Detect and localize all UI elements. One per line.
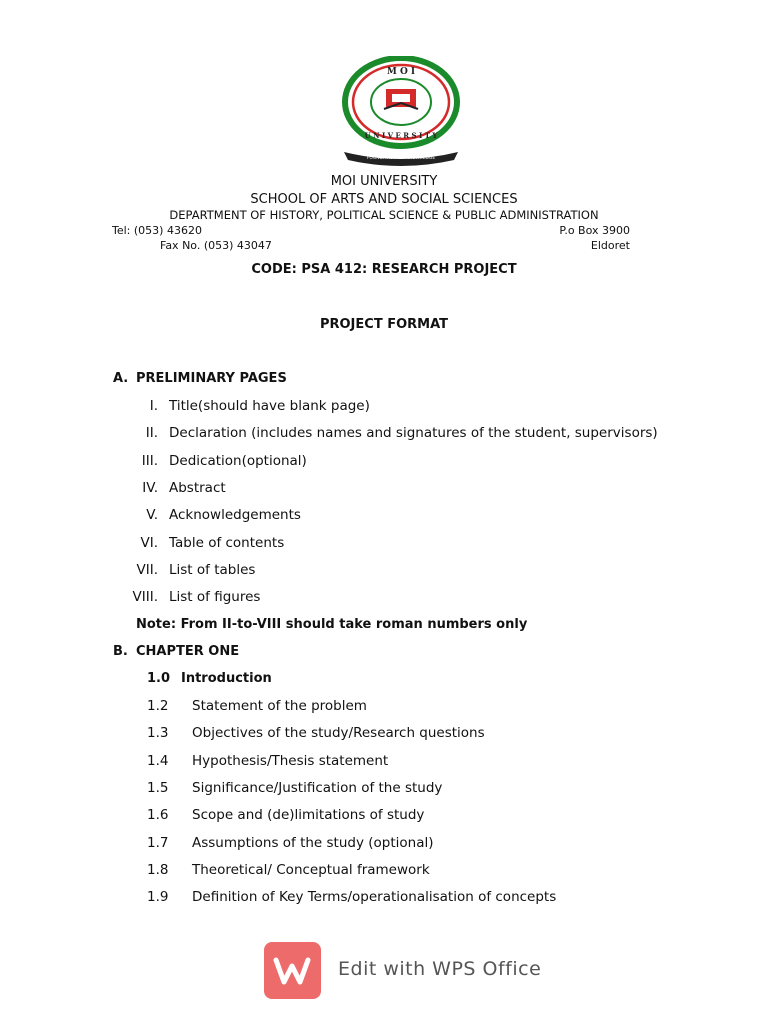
list-item: Acknowledgements	[169, 507, 301, 523]
list-item: Table of contents	[169, 535, 285, 551]
introduction-title: Introduction	[181, 671, 272, 686]
department-name: DEPARTMENT OF HISTORY, POLITICAL SCIENCE & PUBLIC ADMINISTRATION	[169, 208, 599, 222]
section-a-label: A.	[113, 371, 129, 386]
list-item-number: 1.8	[147, 862, 169, 878]
list-item: Significance/Justification of the study	[192, 780, 443, 796]
list-item: Dedication(optional)	[169, 453, 307, 469]
list-item-number: 1.6	[147, 807, 169, 823]
roman-numbers-note: Note: From II-to-VIII should take roman numbers only	[136, 617, 528, 632]
list-item-number: 1.2	[147, 698, 169, 714]
fax: Fax No. (053) 43047	[160, 239, 272, 252]
list-item-number: 1.9	[147, 889, 169, 905]
list-item: Definition of Key Terms/operationalisation of concepts	[192, 889, 557, 905]
wps-logo-icon[interactable]	[264, 942, 321, 999]
school-name: SCHOOL OF ARTS AND SOCIAL SCIENCES	[250, 192, 518, 207]
logo-ribbon-text: FOUNDATION OF KNOWLEDGE	[366, 156, 436, 161]
introduction-number: 1.0	[147, 671, 171, 686]
list-item: Title(should have blank page)	[169, 398, 370, 414]
list-item-number: V.	[146, 507, 158, 523]
list-item-number: 1.5	[147, 780, 169, 796]
list-item: Hypothesis/Thesis statement	[192, 753, 389, 769]
section-a-title: PRELIMINARY PAGES	[136, 371, 287, 386]
list-item: Theoretical/ Conceptual framework	[192, 862, 430, 878]
list-item-number: VII.	[136, 562, 158, 578]
list-item: Assumptions of the study (optional)	[192, 835, 434, 851]
list-item-number: I.	[149, 398, 158, 414]
university-name: MOI UNIVERSITY	[330, 174, 438, 189]
list-item-number: 1.4	[147, 753, 169, 769]
po-box: P.o Box 3900	[559, 224, 630, 237]
list-item-number: 1.7	[147, 835, 169, 851]
logo-bottom-text: U N I V E R S I T Y	[364, 131, 438, 140]
list-item-number: VIII.	[132, 589, 158, 605]
telephone: Tel: (053) 43620	[112, 224, 202, 237]
list-item: Objectives of the study/Research questions	[192, 725, 485, 741]
list-item-number: 1.3	[147, 725, 169, 741]
list-item-number: VI.	[140, 535, 158, 551]
edit-with-wps-link[interactable]: Edit with WPS Office	[338, 958, 542, 980]
list-item: List of tables	[169, 562, 256, 578]
project-format-heading: PROJECT FORMAT	[319, 317, 449, 332]
list-item: Scope and (de)limitations of study	[192, 807, 425, 823]
list-item: Statement of the problem	[192, 698, 367, 714]
section-b-label: B.	[113, 644, 128, 659]
course-code: CODE: PSA 412: RESEARCH PROJECT	[251, 262, 517, 277]
section-b-title: CHAPTER ONE	[136, 644, 240, 659]
list-item: Abstract	[169, 480, 226, 496]
list-item-number: III.	[141, 453, 158, 469]
moi-university-logo	[336, 56, 466, 166]
list-item: Declaration (includes names and signatures of the student, supervisors)	[169, 425, 658, 441]
list-item: List of figures	[169, 589, 261, 605]
list-item-number: II.	[145, 425, 158, 441]
town: Eldoret	[590, 239, 630, 252]
list-item-number: IV.	[142, 480, 158, 496]
logo-top-text: M O I	[386, 67, 416, 77]
